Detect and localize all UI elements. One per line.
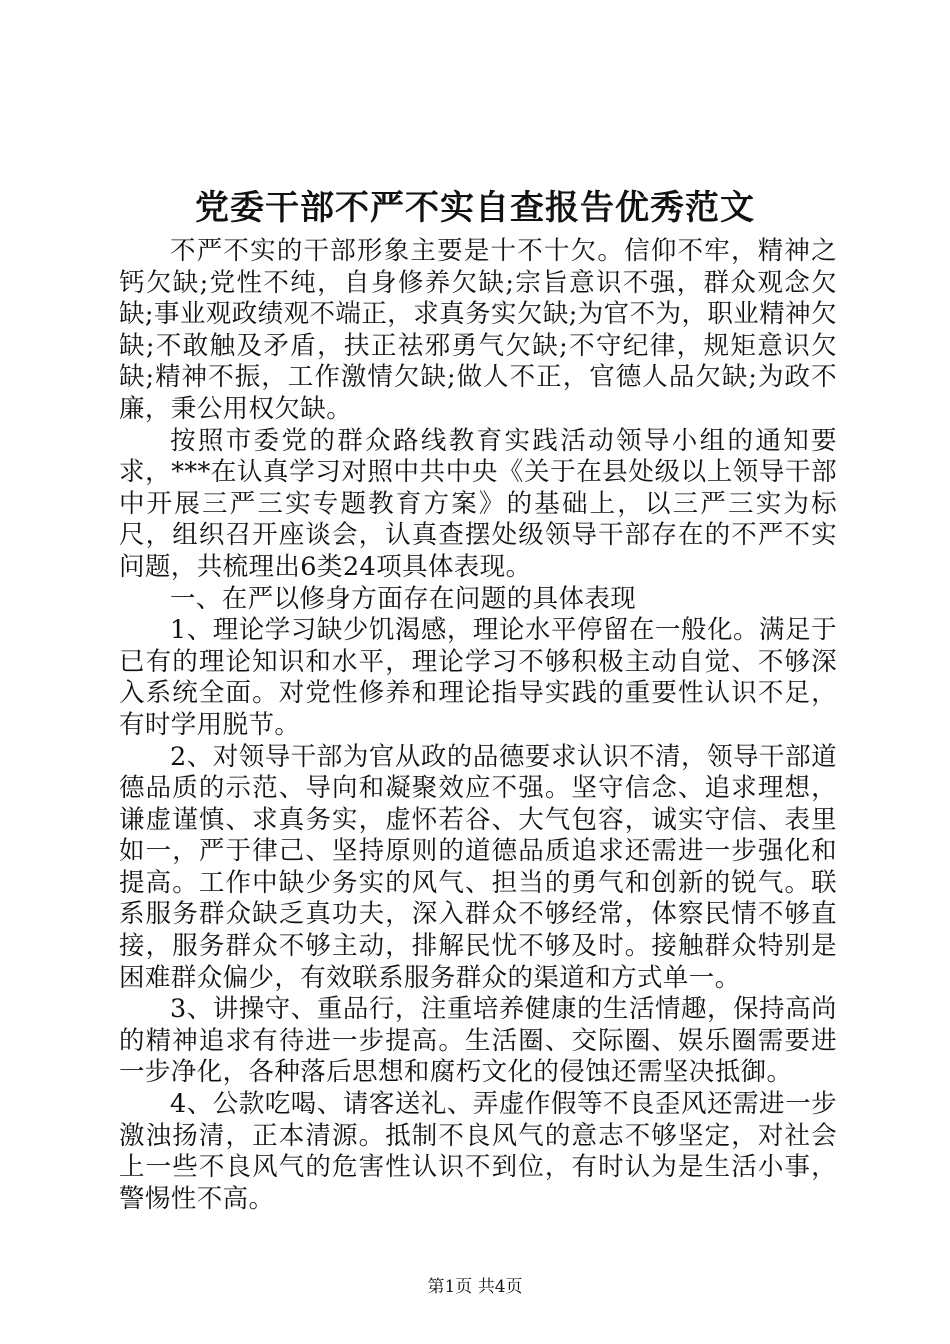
paragraph-intro: 不严不实的干部形象主要是十不十欠。信仰不牢，精神之钙欠缺;党性不纯，自身修养欠缺;宗旨意识不强，群众观念欠缺;事业观政绩观不端正，求真务实欠缺;为官不为，职业精神欠缺;不敢触及矛盾，扶正祛邪勇气欠缺;不守纪律，规矩意识欠缺;精神不振，工作激情欠缺;做人不正，官德人品欠缺;为政不廉，秉公用权欠缺。 xyxy=(119,236,837,424)
document-title: 党委干部不严不实自查报告优秀范文 xyxy=(195,188,755,228)
paragraph-item-3: 3、讲操守、重品行，注重培养健康的生活情趣，保持高尚的精神追求有待进一步提高。生活圈、交际圈、娱乐圈需要进一步净化，各种落后思想和腐朽文化的侵蚀还需坚决抵御。 xyxy=(119,994,837,1088)
document-body xyxy=(119,236,837,1215)
paragraph-background: 按照市委党的群众路线教育实践活动领导小组的通知要求，***在认真学习对照中共中央《关于在县处级以上领导干部中开展三严三实专题教育方案》的基础上，以三严三实为标尺，组织召开座谈会，认真查摆处级领导干部存在的不严不实问题，共梳理出6类24项具体表现。 xyxy=(119,425,837,582)
paragraph-item-1: 1、理论学习缺少饥渴感，理论水平停留在一般化。满足于已有的理论知识和水平，理论学习不够积极主动自觉、不够深入系统全面。对党性修养和理论指导实践的重要性认识不足，有时学用脱节。 xyxy=(119,615,837,740)
section-heading: 一、在严以修身方面存在问题的具体表现 xyxy=(170,583,637,614)
page-number: 第1页 共4页 xyxy=(427,1277,523,1297)
paragraph-item-4: 4、公款吃喝、请客送礼、弄虚作假等不良歪风还需进一步激浊扬清，正本清源。抵制不良风气的意志不够坚定，对社会上一些不良风气的危害性认识不到位，有时认为是生活小事，警惕性不高。 xyxy=(119,1089,837,1214)
paragraph-item-2: 2、对领导干部为官从政的品德要求认识不清，领导干部道德品质的示范、导向和凝聚效应不强。坚守信念、追求理想，谦虚谨慎、求真务实，虚怀若谷、大气包容，诚实守信、表里如一，严于律己、坚持原则的道德品质追求还需进一步强化和提高。工作中缺少务实的风气、担当的勇气和创新的锐气。联系服务群众缺乏真功夫，深入群众不够经常，体察民情不够直接，服务群众不够主动，排解民忧不够及时。接触群众特别是困难群众偏少，有效联系服务群众的渠道和方式单一。 xyxy=(119,741,837,993)
